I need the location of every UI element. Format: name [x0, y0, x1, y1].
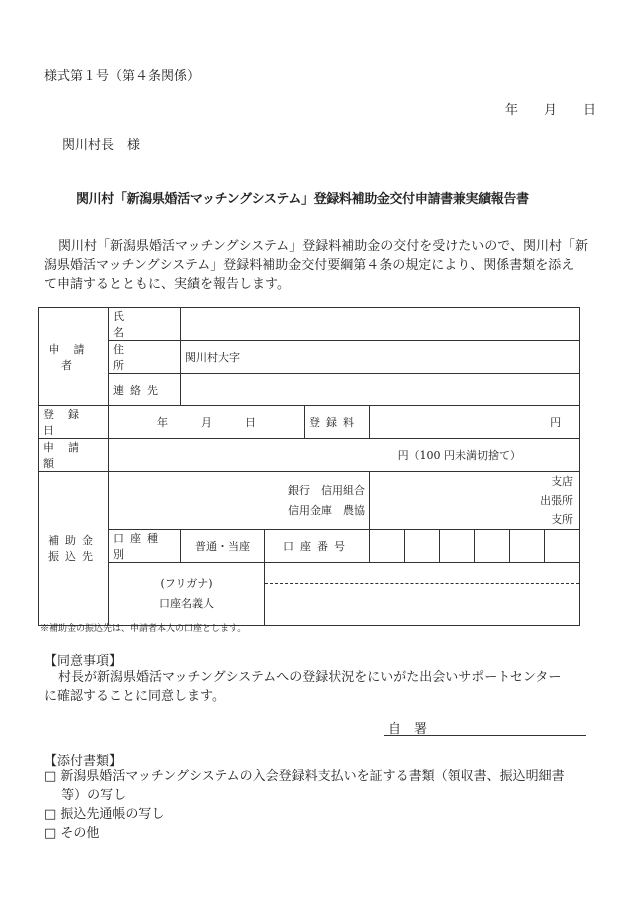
consent-heading: 【同意事項】	[44, 654, 123, 669]
consent-text	[44, 668, 589, 706]
application-form-table	[38, 307, 580, 626]
transfer-label-line: 振込先	[48, 549, 99, 563]
applicant-label: 申請者	[39, 308, 109, 406]
branch-name-field[interactable]	[370, 472, 580, 530]
furigana-field[interactable]	[265, 563, 579, 583]
bank-types-line: 銀行 信用組合	[288, 483, 365, 497]
account-digit[interactable]	[510, 530, 545, 563]
reg-date-field[interactable]: 年 月 日	[109, 406, 305, 439]
bank-name-field[interactable]	[109, 472, 370, 530]
form-number: 様式第１号（第４条関係）	[44, 69, 201, 84]
attachment-item: □ 新潟県婚活マッチングシステムの入会登録料支払いを証する書類（領収書、振込明細書	[44, 769, 565, 784]
account-type-label: 口座種別	[109, 530, 181, 563]
holder-name-field[interactable]	[265, 583, 579, 625]
table-note: ※補助金の振込先は、申請者本人の口座とします。	[40, 624, 247, 634]
name-field[interactable]	[181, 308, 580, 341]
bank-types-line: 信用金庫 農協	[288, 503, 365, 517]
account-type-field[interactable]: 普通・当座	[181, 530, 265, 563]
amount-label: 申請額	[39, 439, 109, 472]
name-label: 氏名	[109, 308, 181, 341]
account-digit[interactable]	[475, 530, 510, 563]
amount-field[interactable]: 円（100 円未満切捨て）	[109, 439, 580, 472]
account-digit[interactable]	[545, 530, 580, 563]
branch-type: 支店	[551, 475, 574, 488]
document-title: 関川村「新潟県婚活マッチングシステム」登録料補助金交付申請書兼実績報告書	[76, 192, 529, 207]
signature-line[interactable]	[384, 735, 586, 736]
branch-type: 支所	[551, 513, 574, 526]
address-field[interactable]: 関川村大字	[181, 341, 580, 374]
intro-paragraph	[44, 237, 589, 294]
transfer-label	[39, 472, 109, 626]
signature-label: 自 署	[388, 722, 428, 737]
reg-fee-field[interactable]: 円	[370, 406, 580, 439]
consent-line: に確認することに同意します。	[44, 689, 225, 704]
attachment-item: □ その他	[44, 826, 100, 841]
attachments-heading: 【添付書類】	[44, 754, 123, 769]
contact-field[interactable]	[181, 374, 580, 406]
holder-label	[109, 563, 265, 626]
holder-field[interactable]	[265, 563, 580, 626]
intro-line: 潟県婚活マッチングシステム」登録料補助金交付要綱第４条の規定により、関係書類を添え	[44, 258, 575, 273]
account-digit[interactable]	[370, 530, 405, 563]
account-digit[interactable]	[440, 530, 475, 563]
account-digit[interactable]	[405, 530, 440, 563]
date-line: 年 月 日	[505, 103, 597, 118]
attachments-list	[44, 767, 589, 843]
addressee: 関川村長 様	[62, 138, 141, 153]
intro-line: て申請するとともに、実績を報告します。	[44, 277, 290, 292]
reg-date-label: 登録日	[39, 406, 109, 439]
attachment-item: 等）の写し	[44, 788, 127, 803]
holder-name-label: 口座名義人	[159, 597, 214, 610]
furigana-label: (フリガナ)	[160, 577, 213, 590]
intro-line: 関川村「新潟県婚活マッチングシステム」登録料補助金の交付を受けたいので、関川村「新	[58, 239, 589, 254]
account-no-label: 口座番号	[265, 530, 370, 563]
transfer-label-line: 補助金	[48, 533, 99, 547]
branch-type: 出張所	[540, 494, 574, 507]
attachment-item: □ 振込先通帳の写し	[44, 807, 165, 822]
reg-fee-label: 登録料	[305, 406, 370, 439]
consent-line: 村長が新潟県婚活マッチングシステムへの登録状況をにいがた出会いサポートセンター	[58, 670, 562, 685]
address-label: 住所	[109, 341, 181, 374]
contact-label: 連絡先	[109, 374, 181, 406]
